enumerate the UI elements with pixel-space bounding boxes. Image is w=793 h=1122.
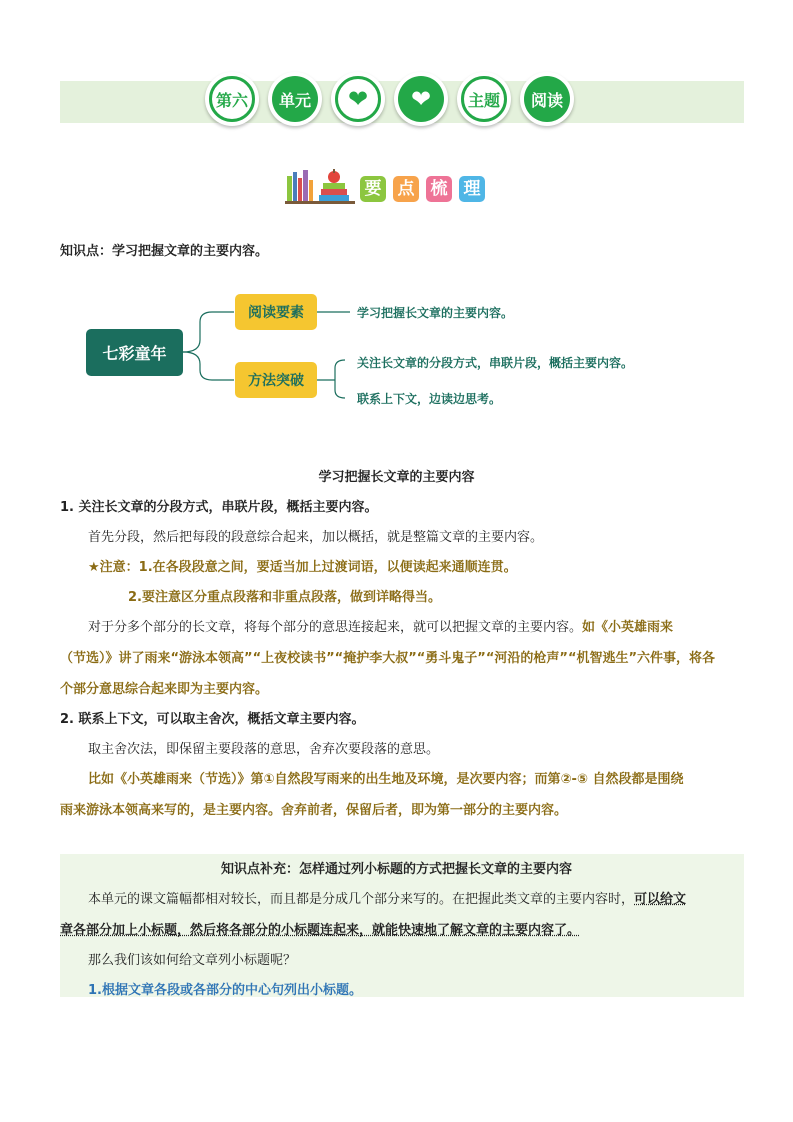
keypoint-char-1: 要 [360,176,386,202]
point-1-heading: 1. 关注长文章的分段方式，串联片段，概括主要内容。 [60,500,378,515]
mindmap-branch-method: 方法突破 [235,362,317,398]
supplement-title: 知识点补充：怎样通过列小标题的方式把握长文章的主要内容 [220,862,572,877]
point-2-example-line-2: 雨来游泳本领高来写的，是主要内容。舍弃前者，保留后者，即为第一部分的主要内容。 [60,803,568,818]
note-2: 2.要注意区分重点段落和非重点段落，做到详略得当。 [128,590,441,605]
section-title: 学习把握长文章的主要内容 [318,470,475,485]
mindmap-leaf: 关注长文章的分段方式，串联片段，概括主要内容。 [357,356,634,370]
mindmap-root: 七彩童年 [86,329,183,376]
heart-icon: ❤ [398,76,444,122]
supplement-question: 那么我们该如何给文章列小标题呢？ [88,953,297,968]
mindmap-leaf: 联系上下文，边读边思考。 [357,392,502,406]
supplement-bold-text: 可以给文 [634,892,687,907]
point-2-heading: 2. 联系上下文，可以取主舍次，概括文章主要内容。 [60,712,365,727]
example-olive-text: 如《小英雄雨来 [582,620,674,635]
keypoint-char-2: 点 [393,176,419,202]
mindmap-leaf: 学习把握长文章的主要内容。 [357,306,514,320]
supplement-line-2: 章各部分加上小标题，然后将各部分的小标题连起来，就能快速地了解文章的主要内容了。 [60,923,581,938]
point-1-example-line-1 [88,616,673,635]
point-2-example-line-1: 比如《小英雄雨来（节选）》第①自然段写雨来的出生地及环境，是次要内容；而第②-⑤ 自然段都是围绕 [88,772,684,787]
point-2-body: 取主舍次法，即保留主要段落的意思，舍弃次要段落的意思。 [88,742,440,757]
banner-text-theme: 主题 [461,76,507,122]
point-1-body: 首先分段，然后把每段的段意综合起来，加以概括，就是整篇文章的主要内容。 [88,530,544,545]
point-1-example-line-3: 个部分意思综合起来即为主要内容。 [60,682,269,697]
keypoint-char-3: 梳 [426,176,452,202]
supplement-method-1: 1.根据文章各段或各部分的中心句列出小标题。 [88,983,362,998]
supplement-plain-text: 本单元的课文篇幅都相对较长，而且都是分成几个部分来写的。在把握此类文章的主要内容时， [88,892,635,907]
banner-text-reading: 阅读 [524,76,570,122]
banner-text-unit-number: 第六 [209,76,255,122]
keypoint-char-4: 理 [459,176,485,202]
mindmap-branch-reading-element: 阅读要素 [235,294,317,330]
knowledge-point: 知识点：学习把握文章的主要内容。 [60,244,269,259]
banner-text-unit: 单元 [272,76,318,122]
point-1-example-line-2: （节选）》讲了雨来“游泳本领高”“上夜校读书”“掩护李大叔”“勇斗鬼子”“河沿的枪声”“机智逃生”六件事，将各 [60,651,716,666]
supplement-line-1 [88,888,686,907]
heart-icon: ❤ [335,76,381,122]
note-1: ★注意：1.在各段段意之间，要适当加上过渡词语，以便读起来通顺连贯。 [88,560,517,575]
example-plain-text: 对于分多个部分的长文章，将每个部分的意思连接起来，就可以把握文章的主要内容。 [88,620,583,635]
